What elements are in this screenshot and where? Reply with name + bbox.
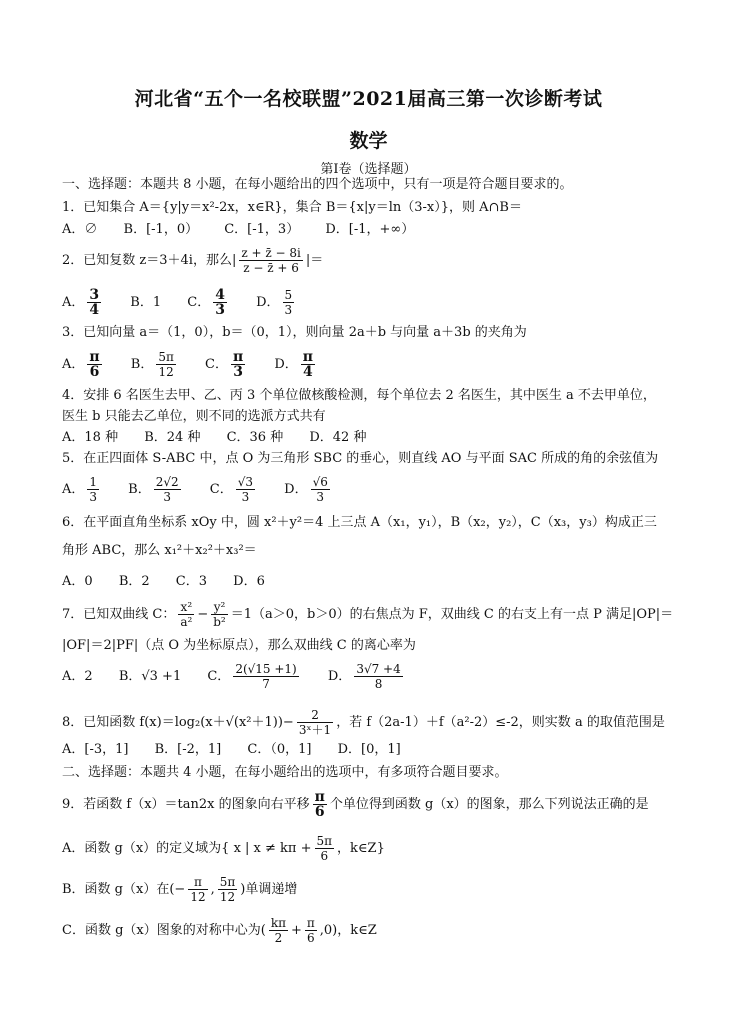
exam-title: 河北省“五个一名校联盟”2021届高三第一次诊断考试 [134,88,603,110]
option-d: D． $\frac{3√7 +4}{8}$ [327,662,401,691]
question-7-line-2: |OF|＝2|PF|（点 O 为坐标原点），那么双曲线 C 的离心率为 [62,638,416,653]
option-d: D．6 [233,574,265,589]
question-3-options [62,350,340,379]
question-2-fraction [239,246,302,275]
fraction-numerator: z + z̄ − 8i [241,246,301,260]
section-2-heading: 二、选择题：本题共 4 小题，在每小题给出的选项中，有多项符合题目要求。 [62,765,508,780]
option-d: D．42 种 [309,430,367,445]
question-9-option-b: B．函数 g（x）在(− $\frac{\pi}{12}$ , $\frac{5\pi}{12}$ )单调递增 [62,875,298,904]
question-9: 9．若函数 f（x）＝tan2x 的图象向右平移 $\frac{\pi}{6}$ 个单位得到函数 g（x）的图象，那么下列说法正确的是 [62,789,649,820]
question-6-line-2: 角形 ABC，那么 x₁²＋x₂²＋x₃²＝ [62,543,257,558]
question-7-line-1: 7．已知双曲线 C： $\frac{\text{x²}}{\text{a²}}$ − $\frac{\text{y²}}{\text{b²}}$ ＝1（a＞0，b＞0）的右焦点为 F，双曲线 C 的右支上有一点 P 满足|OP|＝ [62,600,674,629]
option-b: B．√3 +1 [118,669,182,684]
question-8-options [62,741,423,759]
question-8: 8．已知函数 f(x)＝log₂(x＋√(x²＋1))− $\frac{2}{\text{3ˣ＋1}}$ ，若 f（2a-1）＋f（a²-2）≤-2，则实数 a 的取值范围是 [62,708,665,737]
option-c: C．（0，1] [247,742,312,757]
option-c: C． $\frac{4}{3}$ [187,287,225,318]
question-5-options [62,475,355,504]
question-4-line-1: 4．安排 6 名医生去甲、乙、丙 3 个单位做核酸检测，每个单位去 2 名医生，其中医生 a 不去甲单位， [62,388,656,403]
option-a: A． $\frac{1}{3}$ [62,475,98,504]
question-8-text: 8．已知函数 f(x)＝log₂(x＋√(x²＋1))− [62,715,294,730]
option-c: C．3 [175,574,207,589]
option-d: D．[0，1] [337,742,401,757]
question-7-options [62,662,428,691]
option-a: A．∅ [62,222,98,237]
option-b: B．1 [130,295,162,310]
question-7-tail: ＝1（a＞0，b＞0）的右焦点为 F，双曲线 C 的右支上有一点 P 满足|OP|＝ [230,607,674,622]
option-b: B．[-1，0） [123,222,199,237]
question-9-option-a: A．函数 g（x）的定义域为{ x | x ≠ kπ + $\frac{5\pi}{6}$ ，k∈Z} [62,834,385,863]
option-a: A． $\frac{3}{4}$ [62,287,100,318]
question-9-option-c: C．函数 g（x）图象的对称中心为( $\frac{k\pi}{2}$ + $\frac{\pi}{6}$ ,0)，k∈Z [62,916,377,945]
option-c: C． $\frac{√3}{3}$ [209,475,254,504]
option-c: C．36 种 [226,430,284,445]
question-3: 3．已知向量 a＝（1，0），b＝（0，1），则向量 2a＋b 与向量 a＋3b 的夹角为 [62,325,527,340]
question-2-options [62,288,319,317]
section-1-heading: 一、选择题：本题共 8 小题，在每小题给出的四个选项中，只有一项是符合题目要求的。 [62,177,573,192]
option-a: A．[-3，1] [62,742,129,757]
option-d: D．[-1，+∞） [325,222,415,237]
option-b: B． $\frac{2√2}{3}$ [128,475,179,504]
fraction-denominator: z − z̄ + 6 [243,261,299,275]
question-9-text: 9．若函数 f（x）＝tan2x 的图象向右平移 [62,797,310,812]
question-1: 1．已知集合 A＝{y|y＝x²-2x，x∈R}，集合 B＝{x|y＝ln（3-x）}，则 A∩B＝ [62,200,522,215]
question-8-tail: ，若 f（2a-1）＋f（a²-2）≤-2，则实数 a 的取值范围是 [336,715,665,730]
option-b: B．[-2，1] [154,742,222,757]
option-b: B．2 [118,574,150,589]
option-a: A． $\frac{\pi}{6}$ [62,349,100,380]
option-c: C．[-1，3） [224,222,300,237]
question-4-options [62,429,388,447]
question-7-text: 7．已知双曲线 C： [62,607,176,622]
option-a: A．0 [62,574,93,589]
subject-heading: 数学 [349,130,388,152]
question-2-text: 2．已知复数 z＝3＋4i，那么 [62,253,232,268]
question-9-tail: 个单位得到函数 g（x）的图象，那么下列说法正确的是 [329,797,649,812]
question-2: 2．已知复数 z＝3＋4i，那么| $\frac{z + z̄ - 8i}{z - z̄ + 6}$ |＝ [62,246,324,275]
option-c: C． $\frac{\pi}{3}$ [205,349,244,380]
volume-heading: 第Ⅰ卷（选择题） [320,162,417,177]
option-b: B． $\frac{5\pi}{12}$ [130,350,174,379]
option-c: C． $\frac{2(√15 +1)}{7}$ [207,662,297,691]
question-6-line-1: 6．在平面直角坐标系 xOy 中，圆 x²＋y²＝4 上三点 A（x₁，y₁），B（x₂，y₂），C（x₃，y₃）构成正三 [62,515,657,530]
option-d: D． $\frac{√6}{3}$ [284,475,328,504]
question-1-options [62,221,436,239]
option-d: D． $\frac{\pi}{4}$ [274,349,314,380]
question-6-options [62,573,287,591]
question-5: 5．在正四面体 S-ABC 中，点 O 为三角形 SBC 的垂心，则直线 AO 与平面 SAC 所成的角的余弦值为 [62,451,659,466]
question-4-line-2: 医生 b 只能去乙单位，则不同的选派方式共有 [62,409,326,424]
option-b: B．24 种 [144,430,201,445]
option-d: D． $\frac{5}{3}$ [256,288,293,317]
option-a: A．2 [62,669,93,684]
option-a: A．18 种 [62,430,119,445]
question-2-tail: |＝ [305,253,324,268]
